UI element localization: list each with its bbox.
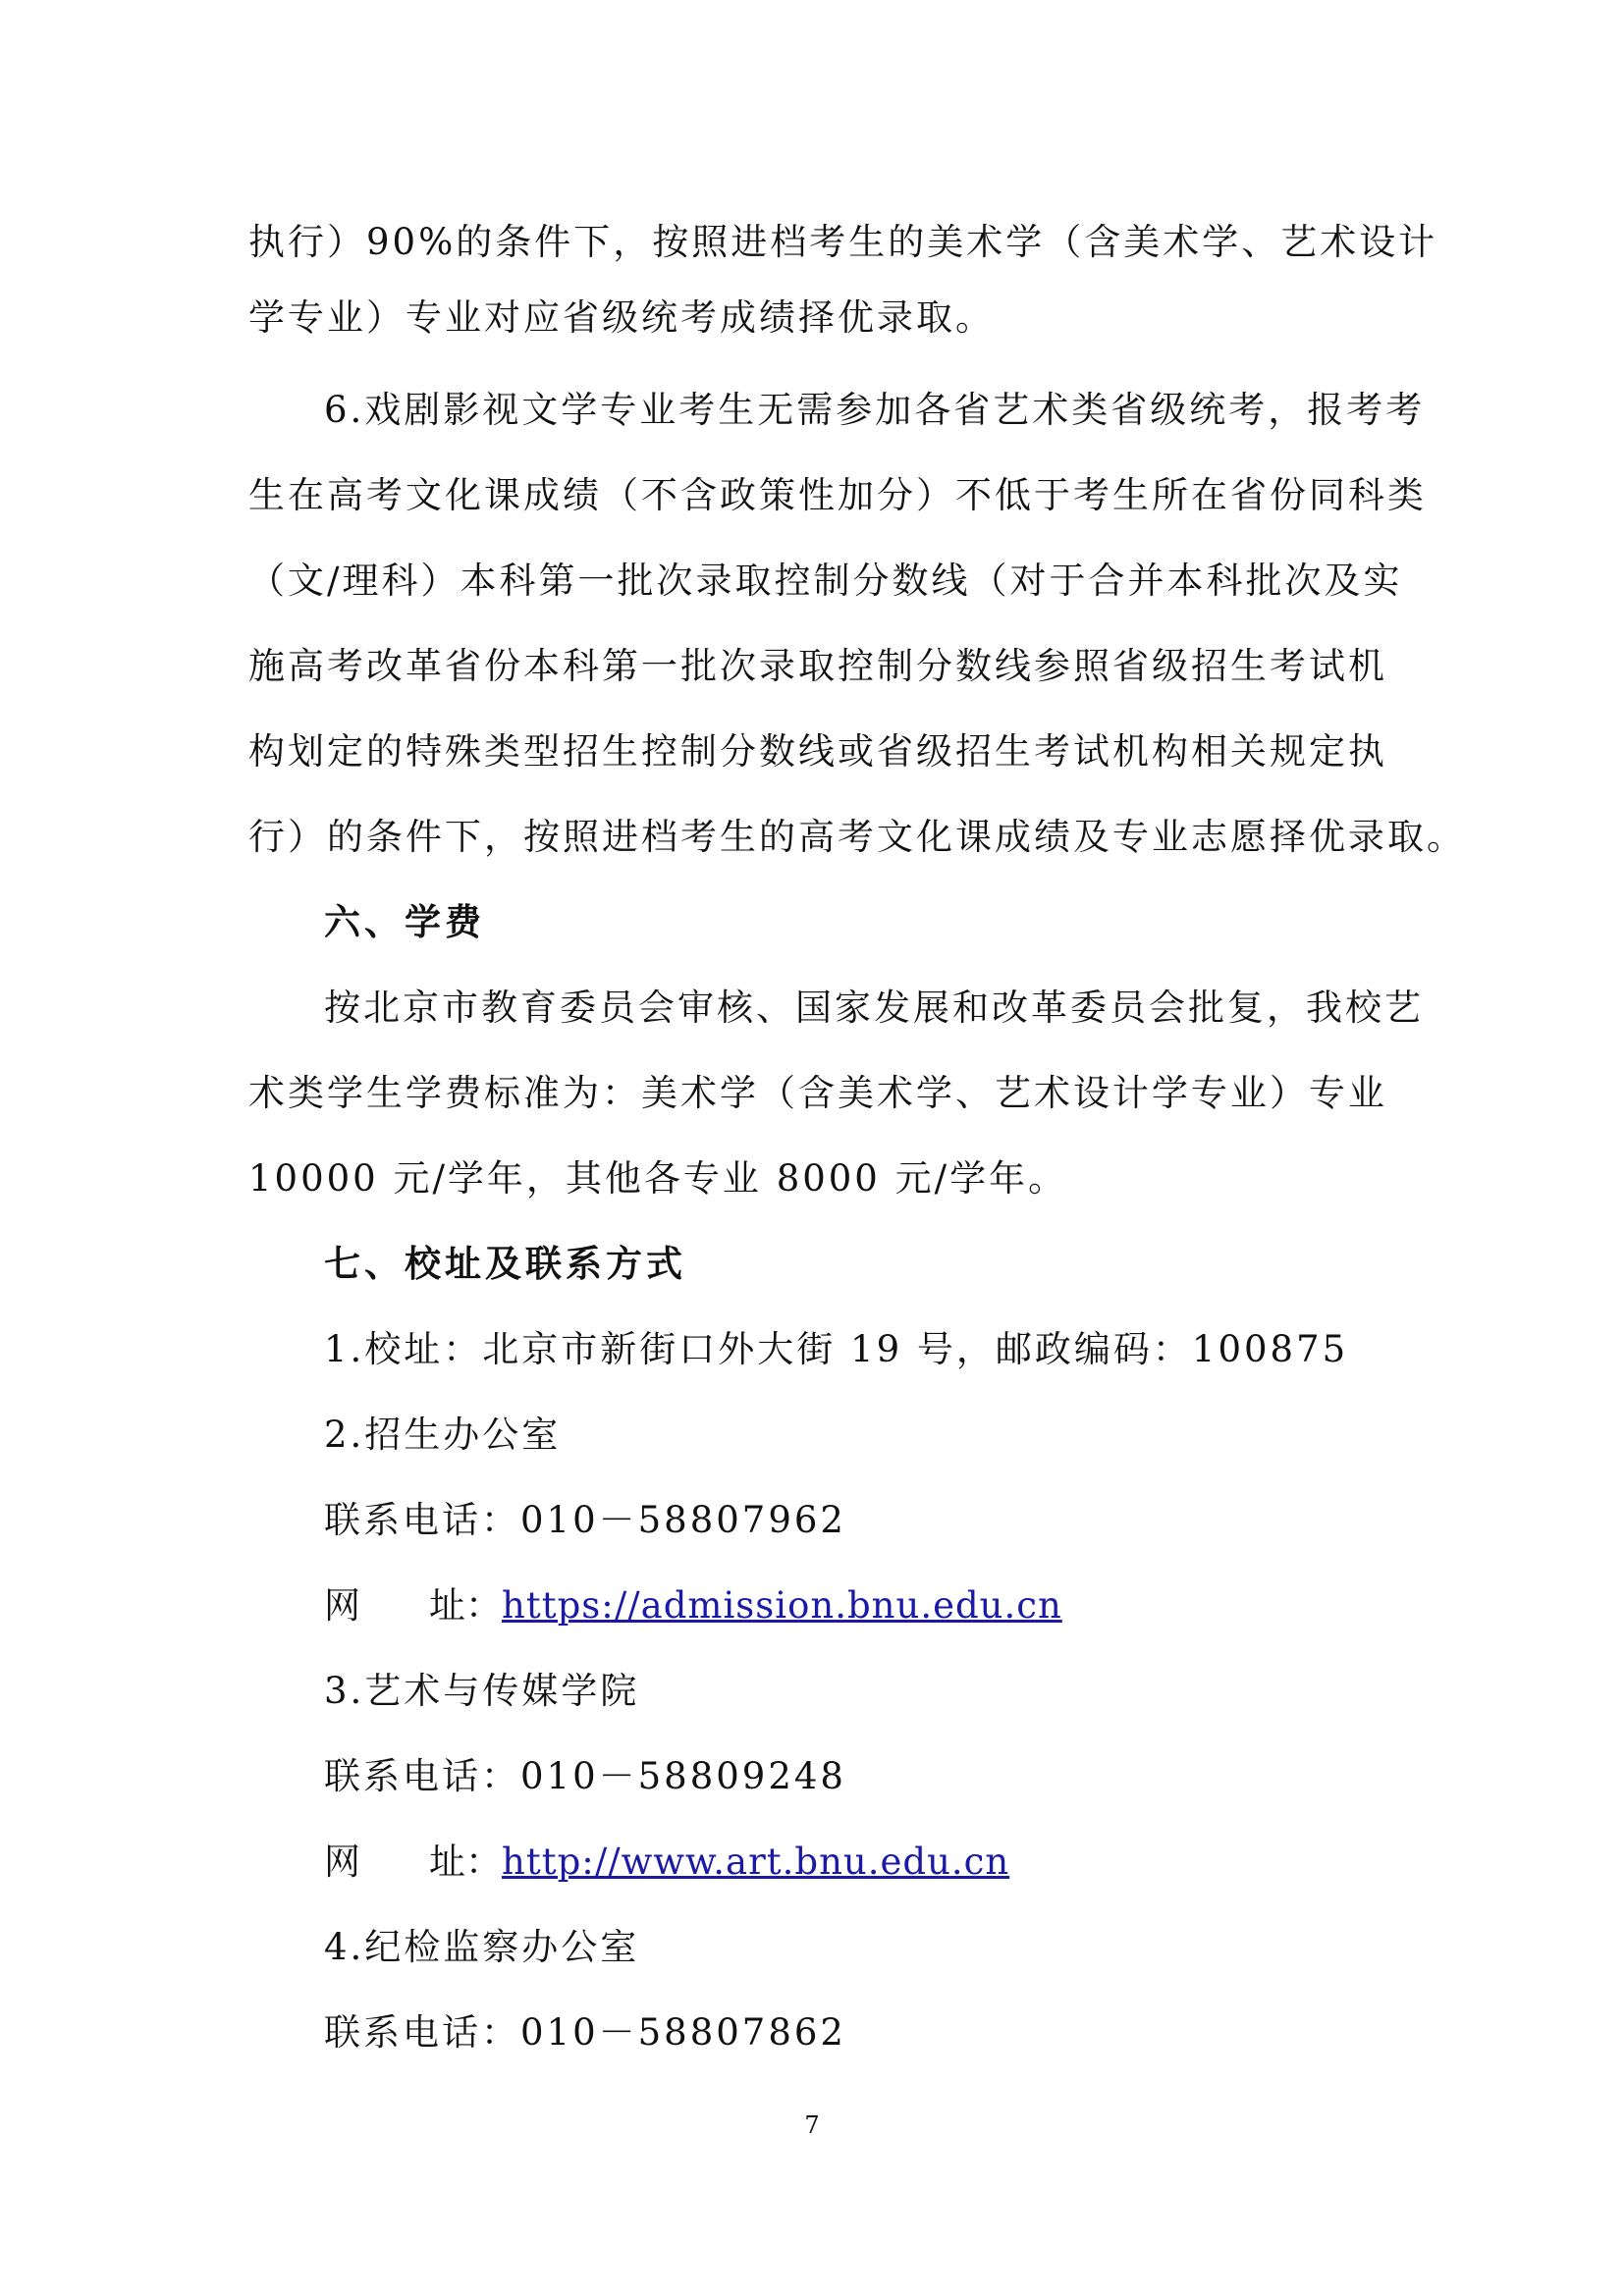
paragraph-line: 生在高考文化课成绩（不含政策性加分）不低于考生所在省份同科类 bbox=[248, 474, 1427, 516]
section-heading-contact: 七、校址及联系方式 bbox=[324, 1243, 686, 1285]
address-line: 1.校址：北京市新街口外大街 19 号，邮政编码：100875 bbox=[324, 1328, 1349, 1370]
admissions-office-title: 2.招生办公室 bbox=[324, 1414, 562, 1456]
art-school-website-link[interactable]: http://www.art.bnu.edu.cn bbox=[502, 1841, 1010, 1883]
section-heading-tuition: 六、学费 bbox=[324, 901, 485, 943]
website-label-part: 网 bbox=[324, 1584, 360, 1627]
page-number: 7 bbox=[804, 2111, 820, 2139]
discipline-office-title: 4.纪检监察办公室 bbox=[324, 1926, 640, 1968]
paragraph-line: （文/理科）本科第一批次录取控制分数线（对于合并本科批次及实 bbox=[248, 560, 1403, 602]
website-label-part: 址： bbox=[429, 1841, 502, 1883]
discipline-office-phone: 联系电话：010－58807862 bbox=[324, 2011, 846, 2054]
admissions-website-link[interactable]: https://admission.bnu.edu.cn bbox=[502, 1584, 1062, 1627]
website-label-part: 址： bbox=[429, 1584, 502, 1627]
paragraph-line: 学专业）专业对应省级统考成绩择优录取。 bbox=[248, 296, 995, 339]
paragraph-line: 施高考改革省份本科第一批次录取控制分数线参照省级招生考试机 bbox=[248, 645, 1387, 687]
website-label-part: 网 bbox=[324, 1841, 360, 1883]
art-school-phone: 联系电话：010－58809248 bbox=[324, 1755, 846, 1797]
admissions-phone: 联系电话：010－58807962 bbox=[324, 1499, 846, 1541]
paragraph-line: 执行）90%的条件下，按照进档考生的美术学（含美术学、艺术设计 bbox=[248, 221, 1438, 263]
paragraph-line: 按北京市教育委员会审核、国家发展和改革委员会批复，我校艺 bbox=[324, 987, 1424, 1029]
paragraph-line: 行）的条件下，按照进档考生的高考文化课成绩及专业志愿择优录取。 bbox=[248, 816, 1466, 858]
art-school-website-row bbox=[324, 1841, 1394, 1884]
admissions-website-row bbox=[324, 1584, 1394, 1628]
art-school-title: 3.艺术与传媒学院 bbox=[324, 1670, 640, 1712]
paragraph-line: 10000 元/学年，其他各专业 8000 元/学年。 bbox=[248, 1157, 1068, 1200]
paragraph-line: 6.戏剧影视文学专业考生无需参加各省艺术类省级统考，报考考 bbox=[324, 389, 1426, 431]
paragraph-line: 构划定的特殊类型招生控制分数线或省级招生考试机构相关规定执 bbox=[248, 730, 1387, 773]
paragraph-line: 术类学生学费标准为：美术学（含美术学、艺术设计学专业）专业 bbox=[248, 1072, 1387, 1114]
